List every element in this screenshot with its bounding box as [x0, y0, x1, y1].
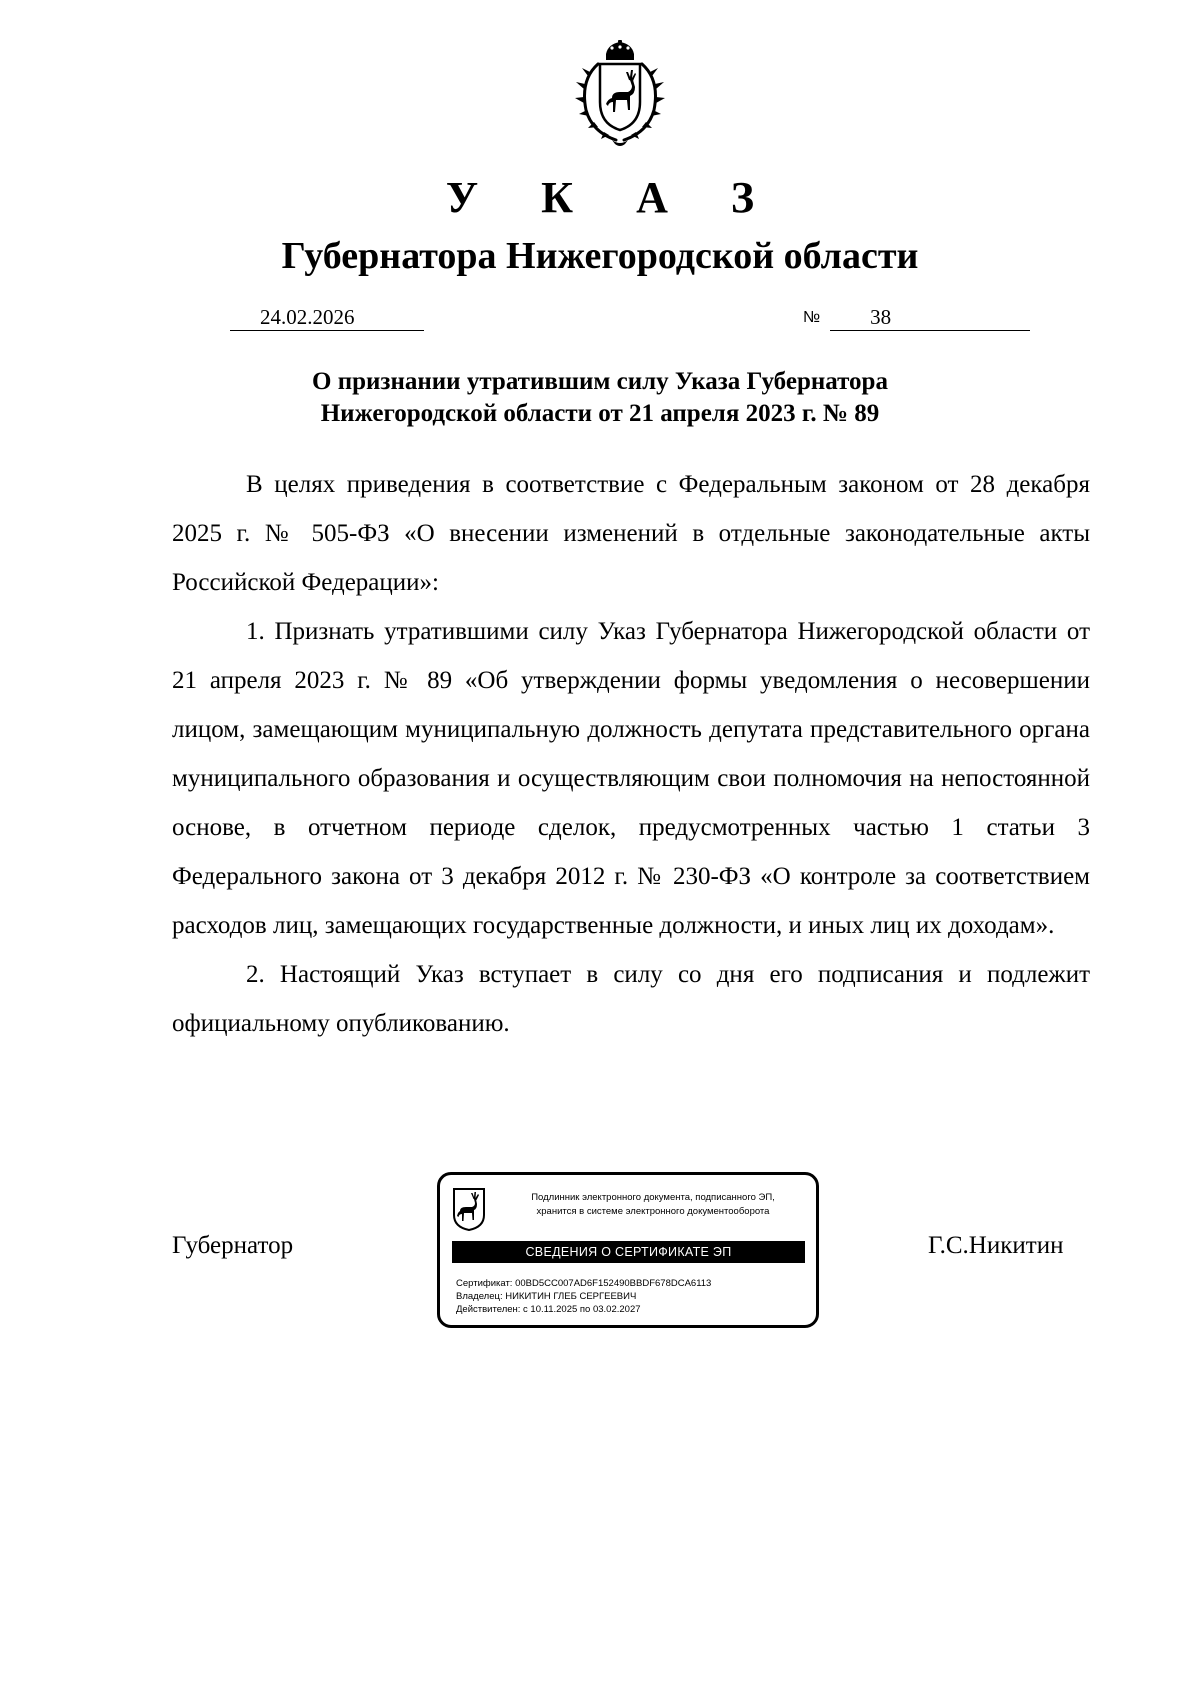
- document-issuer: Губернатора Нижегородской области: [281, 235, 919, 277]
- number-sign: №: [803, 309, 821, 326]
- stamp-header-line1: Подлинник электронного документа, подписанного ЭП,: [531, 1192, 775, 1203]
- document-type: У К А З: [445, 173, 781, 222]
- electronic-signature-stamp: [437, 1172, 819, 1328]
- certificate-serial: Сертификат: 00BD5CC007AD6F152490BBDF678DCA6113: [456, 1278, 712, 1289]
- item-1-paragraph: 1. Признать утратившими силу Указ Губернатора Нижегородской области от 21 апреля 2023 г. № 89 «Об утверждении формы уведомления о несовершении лицом, замещающим муниципальную должность депутата представительного органа муниципального образования и осуществляющим свои полномочия на непостоянной основе, в отчетном периоде сделок, предусмотренных частью 1 статьи 3 Федерального закона от 3 декабря 2012 г. № 230-ФЗ «О контроле за соответствием расходов лиц, замещающих государственные должности, и иных лиц их доходам».: [172, 618, 1090, 939]
- document-number-block: [803, 304, 1030, 331]
- document-body: [172, 460, 1090, 1048]
- certificate-owner: Владелец: НИКИТИН ГЛЕБ СЕРГЕЕВИЧ: [456, 1291, 637, 1302]
- deer-emblem-icon: [452, 1187, 486, 1231]
- signatory-name: Г.С.Никитин: [928, 1232, 1064, 1259]
- coat-of-arms-icon: [568, 40, 672, 148]
- document-title: [0, 366, 1200, 430]
- item-2-paragraph: 2. Настоящий Указ вступает в силу со дня его подписания и подлежит официальному опубликованию.: [172, 961, 1090, 1037]
- document-number: 38: [830, 304, 1030, 331]
- document-title-line1: О признании утратившим силу Указа Губернатора: [312, 368, 888, 395]
- preamble-paragraph: В целях приведения в соответствие с Федеральным законом от 28 декабря 2025 г. № 505-ФЗ «О внесении изменений в отдельные законодательные акты Российской Федерации»:: [172, 471, 1090, 596]
- signatory-position: Губернатор: [172, 1232, 294, 1259]
- document-title-line2: Нижегородской области от 21 апреля 2023 г. № 89: [320, 400, 880, 427]
- stamp-header-line2: хранится в системе электронного документооборота: [536, 1206, 770, 1217]
- certificate-info-bar: СВЕДЕНИЯ О СЕРТИФИКАТЕ ЭП: [452, 1241, 805, 1263]
- certificate-validity: Действителен: с 10.11.2025 по 03.02.2027: [456, 1304, 641, 1315]
- stamp-header: [498, 1191, 808, 1219]
- certificate-details: [456, 1277, 711, 1316]
- document-date: 24.02.2026: [230, 304, 424, 331]
